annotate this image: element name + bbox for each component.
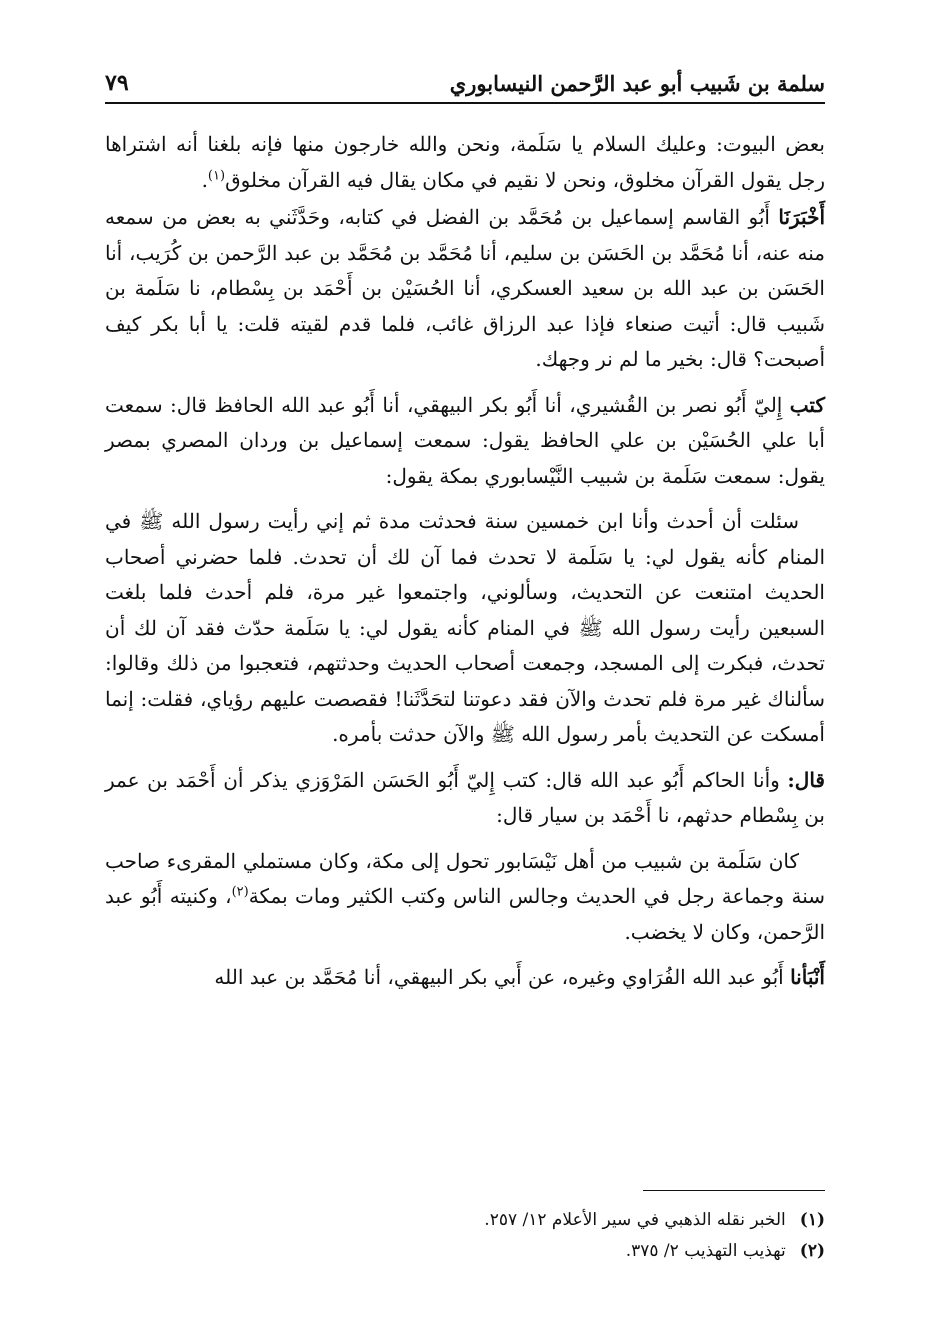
paragraph-tail: . [201,167,208,192]
paragraph-tail: ، وكنيته أَبُو عبد الرَّحمن، وكان لا يخضب. [105,884,825,944]
running-title: سلمة بن شَبيب أبو عبد الرَّحمن النيسابوري [449,71,825,96]
paragraph-text: بعض البيوت: وعليك السلام يا سَلَمة، ونحن والله خارجون منها فإنه بلغنا أنه اشتراها رجل يقول القرآن مخلوق، ونحن لا نقيم في مكان يقال فيه القرآن مخلوق [105,132,825,192]
paragraph [105,763,825,834]
page-header [105,62,825,104]
paragraph-lead: أَخْبَرَنَا [778,205,825,229]
footnote-text: تهذيب التهذيب ٢/ ٣٧٥. [625,1241,786,1261]
paragraph-lead: قال: [787,767,825,792]
paragraph [105,504,825,753]
paragraph-lead: أَنْبَأنا [790,965,825,989]
paragraph-text: أَبُو القاسم إسماعيل بن مُحَمَّد بن الفضل في كتابه، وحَدَّثَني به بعض من سمعه منه عنه، أنا مُحَمَّد بن الحَسَن بن سليم، أنا مُحَمَّد بن مُحَمَّد بن عبد الرَّحمن بن كُرَيب، أنا الحَسَن بن عبد الله بن سعيد العسكري، أنا الحُسَيْن بن أَحْمَد بن بِسْطام، نا سَلَمة بن شَبيب قال: أتيت صنعاء فإذا عبد الرزاق غائب، فلما قدم لقيته قلت: يا أبا بكر كيف أصبحت؟ قال: بخير ما لم نر وجهك. [105,205,825,371]
paragraph [105,127,825,198]
footnote-number: (٢) [799,1241,825,1261]
main-text [105,127,825,1006]
paragraph-lead: كتب [789,392,825,417]
footnote-divider [643,1190,825,1191]
footnote-marker: (١) [207,167,226,183]
paragraph-text: كان سَلَمة بن شبيب من أهل نَيْسَابور تحول إلى مكة، وكان مستملي المقرىء صاحب سنة وجماعة رجل في الحديث وجالس الناس وكتب الكثير ومات بمكة [105,848,825,908]
paragraph-text: أَبُو عبد الله الفُرَاوي وغيره، عن أَبي بكر البيهقي، أنا مُحَمَّد بن عبد الله [214,965,784,989]
footnote [105,1236,825,1267]
paragraph-text: وأنا الحاكم أَبُو عبد الله قال: كتب إِليّ أَبُو الحَسَن المَرْوَزي يذكر أن أَحْمَد بن عمر بن بِسْطام حدثهم، نا أَحْمَد بن سيار قال: [105,767,825,827]
footnote [105,1205,825,1236]
paragraph [105,960,825,996]
page-number: ٧٩ [105,70,129,96]
footnote-text: الخبر نقله الذهبي في سير الأعلام ١٢/ ٢٥٧. [484,1210,786,1230]
paragraph [105,200,825,378]
paragraph-text: إِليّ أَبُو نصر بن القُشيري، أنا أَبُو بكر البيهقي، أنا أَبُو عبد الله الحافظ قال: سمعت أبا علي الحُسَيْن بن علي الحافظ يقول: سمعت إسماعيل بن وردان المصري بمصر يقول: سمعت سَلَمة بن شبيب النَّيْسابوري بمكة يقول: [105,392,825,488]
paragraph-text: سئلت أن أحدث وأنا ابن خمسين سنة فحدثت مدة ثم إني رأيت رسول الله ﷺ في المنام كأنه يقول لي: يا سَلَمة لا تحدث فما آن لك أن تحدث. فلما حضرني أصحاب الحديث امتنعت عن التحديث، وسألوني، واجتمعوا غير مرة، فلم أحدث فلما بلغت السبعين رأيت رسول الله ﷺ في المنام كأنه يقول لي: يا سَلَمة حدّث فقد آن لك أن تحدث، فبكرت إلى المسجد، وجمعت أصحاب الحديث وحدثتهم، فتعجبوا من ذلك وقالوا: سألناك غير مرة فلم تحدث والآن فقد دعوتنا لتحَدَّثَنا! فقصصت عليهم رؤياي، فقلت: إنما أمسكت عن التحديث بأمر رسول الله ﷺ والآن حدثت بأمره. [105,509,825,746]
footnote-marker: (٢) [231,884,249,900]
paragraph [105,844,825,951]
paragraph [105,388,825,495]
footnote-number: (١) [799,1210,825,1230]
footnotes [105,1205,825,1267]
